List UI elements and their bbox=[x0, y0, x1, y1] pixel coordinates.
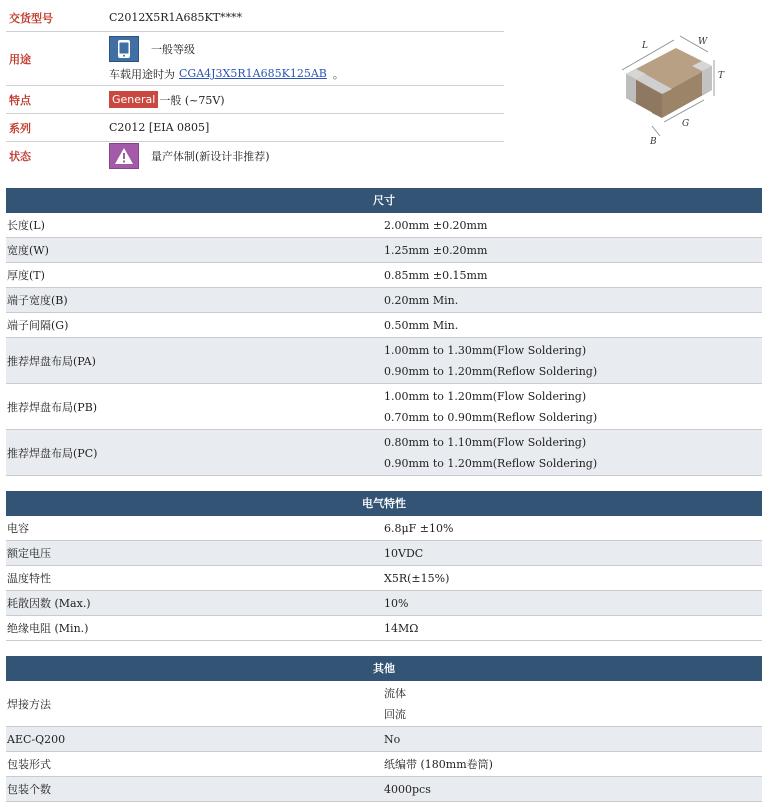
other-rows bbox=[6, 681, 762, 802]
warning-icon bbox=[109, 143, 139, 169]
dimensions-header: 尺寸 bbox=[6, 188, 762, 213]
feature-text: 一般 (~75V) bbox=[159, 93, 225, 107]
automotive-part-link[interactable]: CGA4J3X5R1A685K125AB bbox=[179, 67, 327, 80]
dimensions-rows bbox=[6, 213, 762, 476]
row-label: 厚度(T) bbox=[7, 269, 45, 282]
table-row bbox=[6, 238, 762, 263]
row-value bbox=[382, 616, 762, 640]
value-line: 10VDC bbox=[384, 546, 424, 560]
row-label: 温度特性 bbox=[7, 572, 51, 585]
row-value bbox=[382, 338, 762, 383]
table-row bbox=[6, 777, 762, 802]
table-row bbox=[6, 681, 762, 727]
row-value bbox=[382, 752, 762, 776]
electrical-header: 电气特性 bbox=[6, 491, 762, 516]
row-value bbox=[382, 430, 762, 475]
other-table bbox=[6, 656, 762, 802]
value-line: X5R(±15%) bbox=[384, 571, 450, 585]
value-line: 0.80mm to 1.10mm(Flow Soldering) bbox=[384, 435, 587, 449]
row-value bbox=[382, 288, 762, 312]
table-row bbox=[6, 384, 762, 430]
row-label: 绝缘电阻 (Min.) bbox=[7, 622, 89, 635]
row-value bbox=[382, 263, 762, 287]
diagram-label-l: L bbox=[642, 41, 648, 51]
row-label: 包装形式 bbox=[7, 758, 51, 771]
value-line: 1.25mm ±0.20mm bbox=[384, 243, 488, 257]
product-info bbox=[6, 4, 504, 170]
table-row bbox=[6, 541, 762, 566]
table-row bbox=[6, 430, 762, 476]
table-row bbox=[6, 566, 762, 591]
value-line: 0.50mm Min. bbox=[384, 318, 459, 332]
row-value bbox=[382, 213, 762, 237]
row-value bbox=[382, 384, 762, 429]
row-label: AEC-Q200 bbox=[7, 732, 66, 746]
value-line: 1.00mm to 1.20mm(Flow Soldering) bbox=[384, 389, 587, 403]
series-value: C2012 [EIA 0805] bbox=[109, 121, 210, 134]
value-line: 10% bbox=[384, 596, 409, 610]
part-number-row bbox=[6, 4, 504, 32]
value-line: 1.00mm to 1.30mm(Flow Soldering) bbox=[384, 343, 587, 357]
status-label: 状态 bbox=[9, 150, 31, 163]
diagram-label-w: W bbox=[698, 37, 708, 47]
row-value bbox=[382, 727, 762, 751]
feature-label: 特点 bbox=[9, 93, 31, 107]
row-value bbox=[382, 313, 762, 337]
value-line: 14MΩ bbox=[384, 621, 419, 635]
row-label: 宽度(W) bbox=[7, 244, 49, 257]
row-label: 推荐焊盘布局(PA) bbox=[7, 354, 96, 368]
value-line: 0.70mm to 0.90mm(Reflow Soldering) bbox=[384, 410, 598, 424]
value-line: 0.90mm to 1.20mm(Reflow Soldering) bbox=[384, 456, 598, 470]
row-value bbox=[382, 566, 762, 590]
value-line: 0.85mm ±0.15mm bbox=[384, 268, 488, 282]
electrical-table bbox=[6, 491, 762, 641]
automotive-suffix: 。 bbox=[332, 67, 344, 81]
row-label: 端子间隔(G) bbox=[7, 319, 69, 332]
status-value: 量产体制(新设计非推荐) bbox=[151, 150, 270, 163]
electrical-rows bbox=[6, 516, 762, 641]
value-line: 0.90mm to 1.20mm(Reflow Soldering) bbox=[384, 364, 598, 378]
series-label: 系列 bbox=[9, 121, 31, 135]
series-row bbox=[6, 114, 504, 142]
part-number-label: 交货型号 bbox=[9, 11, 53, 25]
value-line: 流体 bbox=[384, 687, 406, 700]
smartphone-icon bbox=[109, 36, 139, 62]
value-line: 4000pcs bbox=[384, 782, 431, 796]
table-row bbox=[6, 338, 762, 384]
row-label: 长度(L) bbox=[7, 219, 45, 232]
row-value bbox=[382, 238, 762, 262]
value-line: 6.8μF ±10% bbox=[384, 521, 454, 535]
usage-label: 用途 bbox=[9, 52, 31, 66]
row-label: 耗散因数 (Max.) bbox=[7, 597, 91, 610]
row-label: 焊接方法 bbox=[7, 697, 51, 711]
row-label: 端子宽度(B) bbox=[7, 294, 68, 307]
status-row bbox=[6, 142, 504, 170]
row-label: 推荐焊盘布局(PB) bbox=[7, 400, 98, 414]
table-row bbox=[6, 616, 762, 641]
value-line: 0.20mm Min. bbox=[384, 293, 459, 307]
general-badge: General bbox=[109, 91, 158, 108]
row-label: 推荐焊盘布局(PC) bbox=[7, 446, 98, 460]
table-row bbox=[6, 213, 762, 238]
usage-row bbox=[6, 32, 504, 86]
other-header: 其他 bbox=[6, 656, 762, 681]
table-row bbox=[6, 591, 762, 616]
row-value bbox=[382, 516, 762, 540]
diagram-label-t: T bbox=[718, 71, 725, 81]
value-line: No bbox=[384, 732, 401, 746]
value-line: 2.00mm ±0.20mm bbox=[384, 218, 488, 232]
part-number-value: C2012X5R1A685KT**** bbox=[109, 11, 243, 24]
feature-row bbox=[6, 86, 504, 114]
dimensions-table bbox=[6, 188, 762, 476]
row-value bbox=[382, 777, 762, 801]
row-value bbox=[382, 681, 762, 726]
usage-grade: 一般等级 bbox=[151, 42, 195, 56]
table-row bbox=[6, 263, 762, 288]
table-row bbox=[6, 752, 762, 777]
table-row bbox=[6, 288, 762, 313]
row-value bbox=[382, 591, 762, 615]
row-label: 额定电压 bbox=[7, 547, 51, 560]
row-value bbox=[382, 541, 762, 565]
table-row bbox=[6, 313, 762, 338]
diagram-label-g: G bbox=[682, 119, 690, 129]
row-label: 包装个数 bbox=[7, 783, 51, 796]
chip-dimension-diagram bbox=[612, 26, 728, 150]
table-row bbox=[6, 516, 762, 541]
diagram-label-b: B bbox=[650, 137, 657, 147]
row-label: 电容 bbox=[7, 522, 29, 535]
automotive-prefix: 车载用途时为 bbox=[109, 67, 175, 81]
value-line: 回流 bbox=[384, 708, 406, 721]
value-line: 纸编带 (180mm卷筒) bbox=[384, 758, 493, 771]
table-row bbox=[6, 727, 762, 752]
